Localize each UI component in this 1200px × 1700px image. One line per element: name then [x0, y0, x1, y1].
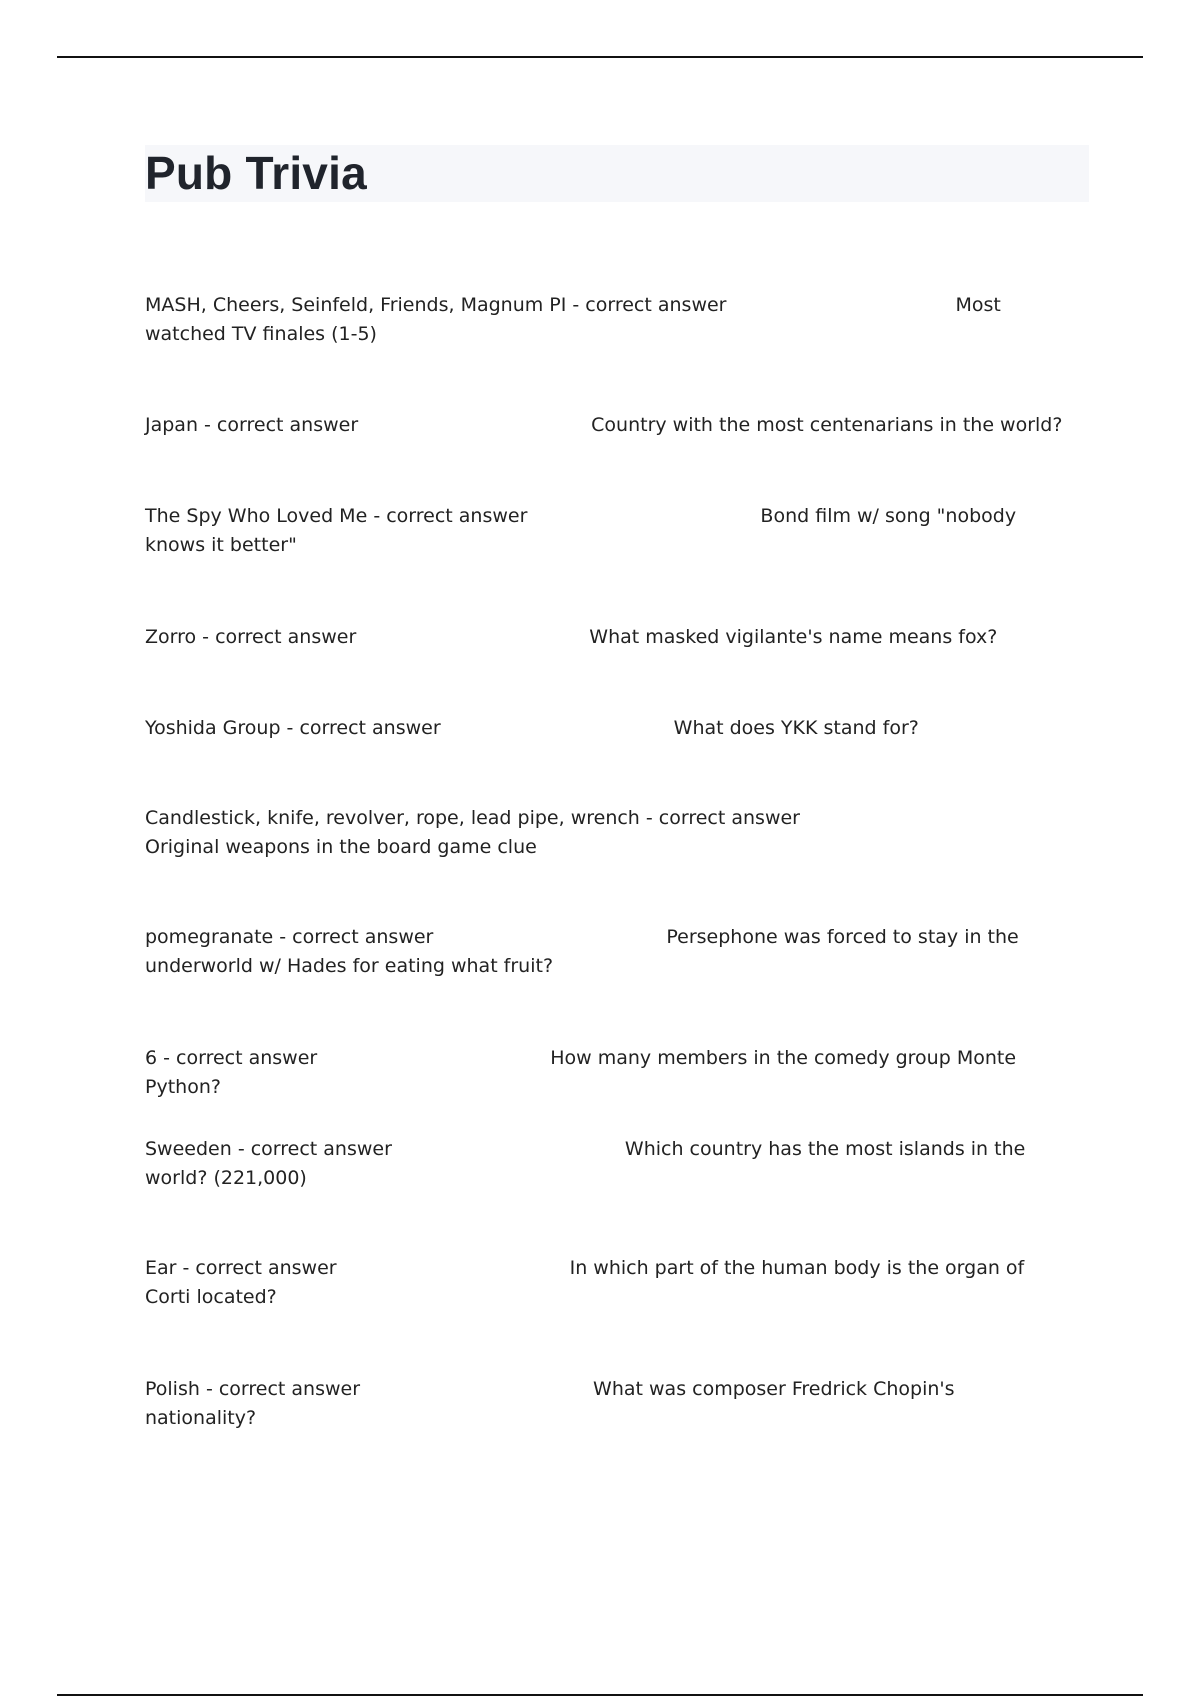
answer-text: Zorro — [145, 626, 197, 648]
qa-item — [145, 714, 1070, 743]
question-text: What was composer Fredrick Chopin's nationality? — [145, 1378, 961, 1429]
qa-item — [145, 923, 1070, 981]
question-text: Persephone was forced to stay in the underworld w/ Hades for eating what fruit? — [145, 926, 1025, 977]
qa-item — [145, 411, 1070, 440]
answer-separator: - correct answer — [273, 926, 434, 948]
answer-separator: - correct answer — [196, 626, 357, 648]
answer-separator: - correct answer — [199, 1378, 361, 1400]
question-text: Most watched TV finales (1-5) — [145, 294, 1007, 345]
question-text: What masked vigilante's name means fox? — [589, 626, 998, 648]
answer-separator: - correct answer — [198, 414, 359, 436]
question-text: In which part of the human body is the organ of Corti located? — [145, 1257, 1031, 1308]
answer-separator: - correct answer — [566, 294, 727, 316]
qa-item — [145, 623, 1070, 652]
qa-item — [145, 1044, 1070, 1102]
qa-item — [145, 291, 1070, 349]
answer-text: Ear — [145, 1257, 177, 1279]
answer-separator: - correct answer — [176, 1257, 337, 1279]
answer-separator: - correct answer — [639, 807, 800, 829]
page-title: Pub Trivia — [145, 147, 367, 199]
answer-text: The Spy Who Loved Me — [145, 505, 368, 527]
question-text: How many members in the comedy group Monte Python? — [145, 1047, 1023, 1098]
answer-text: pomegranate — [145, 926, 274, 948]
answer-text: Candlestick, knife, revolver, rope, lead pipe, wrench — [145, 807, 640, 829]
answer-separator: - correct answer — [231, 1138, 392, 1160]
answer-text: MASH, Cheers, Seinfeld, Friends, Magnum PI — [145, 294, 567, 316]
answer-text: Sweeden — [145, 1138, 232, 1160]
answer-text: Yoshida Group — [145, 717, 281, 739]
qa-item — [145, 1135, 1070, 1193]
answer-separator: - correct answer — [280, 717, 441, 739]
question-text: Original weapons in the board game clue — [145, 836, 537, 858]
question-text: Bond film w/ song "nobody knows it better" — [145, 505, 1023, 556]
answer-text: Japan — [145, 414, 198, 436]
bottom-rule — [57, 1694, 1143, 1696]
answer-separator: - correct answer — [367, 505, 528, 527]
question-text: Which country has the most islands in the world? (221,000) — [145, 1138, 1032, 1189]
answer-text: Polish — [145, 1378, 200, 1400]
answer-separator: - correct answer — [157, 1047, 318, 1069]
question-text: What does YKK stand for? — [673, 717, 919, 739]
qa-item — [145, 1254, 1070, 1312]
qa-item — [145, 502, 1070, 560]
qa-item — [145, 1375, 1070, 1433]
question-text: Country with the most centenarians in the world? — [591, 414, 1063, 436]
qa-item — [145, 804, 1070, 862]
top-rule — [57, 56, 1143, 58]
answer-text: 6 — [145, 1047, 158, 1069]
